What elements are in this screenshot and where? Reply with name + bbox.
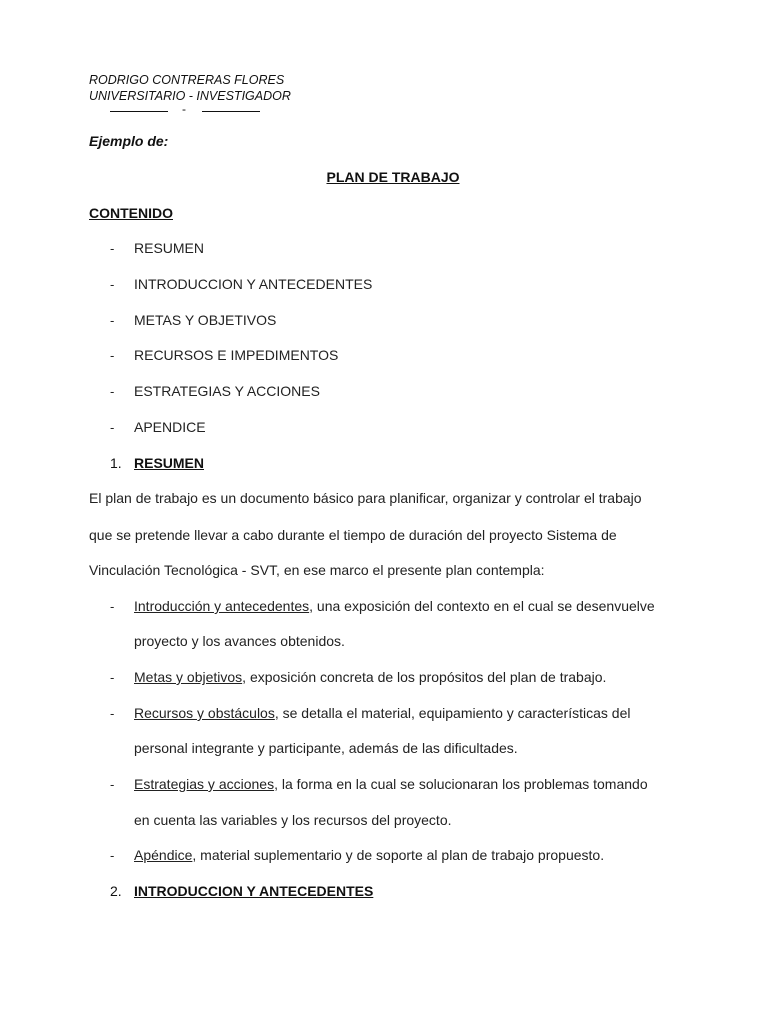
paragraph-line: El plan de trabajo es un documento básico para planificar, organizar y controlar el trabajo [89, 490, 642, 506]
toc-item-label: RECURSOS E IMPEDIMENTOS [134, 347, 339, 363]
section-heading-introduccion [110, 883, 373, 899]
definition-item [110, 847, 604, 863]
toc-item-label: ESTRATEGIAS Y ACCIONES [134, 383, 320, 399]
page-title: PLAN DE TRABAJO [326, 169, 460, 185]
bullet-dash: - [110, 348, 115, 363]
bullet-dash: - [110, 277, 115, 292]
definition-item [110, 598, 655, 614]
signature-separator: - [182, 102, 186, 116]
author-role: UNIVERSITARIO - INVESTIGADOR [89, 89, 291, 103]
definition-item [110, 776, 648, 792]
definition-term: Metas y objetivos [134, 669, 243, 685]
section-label: RESUMEN [134, 455, 205, 471]
definition-term: Recursos y obstáculos [134, 705, 275, 721]
signature-rule-left [110, 111, 168, 112]
bullet-dash: - [110, 777, 115, 792]
definition-term: Estrategias y acciones [134, 776, 275, 792]
header-signature-lines [110, 103, 270, 115]
bullet-dash: - [110, 313, 115, 328]
paragraph-line: Vinculación Tecnológica - SVT, en ese marco el presente plan contempla: [89, 562, 545, 578]
toc-item [110, 312, 276, 328]
toc-item [110, 383, 320, 399]
toc-item [110, 419, 206, 435]
definition-term: Apéndice [134, 847, 193, 863]
section-label: INTRODUCCION Y ANTECEDENTES [134, 883, 374, 899]
bullet-dash: - [110, 384, 115, 399]
bullet-dash: - [110, 599, 115, 614]
toc-item-label: RESUMEN [134, 240, 205, 256]
definition-continuation: en cuenta las variables y los recursos del proyecto. [134, 812, 452, 828]
definition-term: Introducción y antecedentes [134, 598, 310, 614]
definition-text: , la forma en la cual se solucionaran los problemas tomando [274, 776, 648, 792]
toc-item-label: INTRODUCCION Y ANTECEDENTES [134, 276, 373, 292]
paragraph-line: que se pretende llevar a cabo durante el tiempo de duración del proyecto Sistema de [89, 527, 617, 543]
bullet-dash: - [110, 670, 115, 685]
section-number: 1. [110, 455, 122, 471]
toc-item [110, 276, 372, 292]
section-number: 2. [110, 883, 122, 899]
toc-item-label: APENDICE [134, 419, 206, 435]
definition-item [110, 669, 606, 685]
document-header [89, 72, 291, 104]
definition-item [110, 705, 630, 721]
section-heading-resumen [110, 455, 204, 471]
example-label: Ejemplo de: [89, 133, 169, 149]
bullet-dash: - [110, 241, 115, 256]
signature-rule-right [202, 111, 260, 112]
bullet-dash: - [110, 706, 115, 721]
toc-item [110, 347, 338, 363]
toc-item-label: METAS Y OBJETIVOS [134, 312, 277, 328]
definition-text: , se detalla el material, equipamiento y características del [274, 705, 631, 721]
author-name: RODRIGO CONTRERAS FLORES [89, 73, 285, 87]
definition-text: , material suplementario y de soporte al plan de trabajo propuesto. [192, 847, 605, 863]
contents-heading: CONTENIDO [89, 205, 173, 221]
bullet-dash: - [110, 420, 115, 435]
definition-continuation: proyecto y los avances obtenidos. [134, 633, 345, 649]
toc-item [110, 240, 204, 256]
definition-continuation: personal integrante y participante, además de las dificultades. [134, 740, 518, 756]
definition-text: , una exposición del contexto en el cual se desenvuelve [309, 598, 655, 614]
bullet-dash: - [110, 848, 115, 863]
definition-text: , exposición concreta de los propósitos del plan de trabajo. [242, 669, 607, 685]
